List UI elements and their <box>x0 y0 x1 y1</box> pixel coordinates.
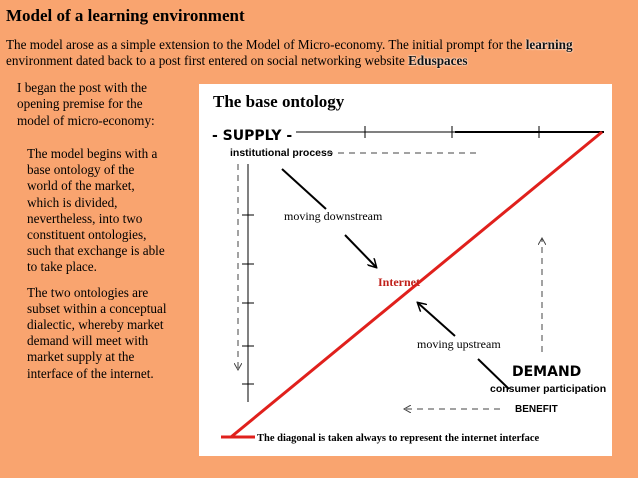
supply-label: - SUPPLY - <box>212 128 293 144</box>
moving-upstream-label: moving upstream <box>417 337 501 351</box>
internet-label: Internet <box>378 275 420 289</box>
eduspaces-link[interactable]: Eduspaces <box>408 53 468 68</box>
page-title: Model of a learning environment <box>6 6 245 25</box>
downstream-line <box>282 169 326 209</box>
intro-paragraph <box>6 37 632 69</box>
diagram-heading: The base ontology <box>213 92 345 111</box>
learning-link[interactable]: learning <box>525 37 573 52</box>
benefit-label: BENEFIT <box>515 404 558 415</box>
upstream-arrow <box>418 303 455 336</box>
demand-sub-label: consumer participation <box>490 383 607 395</box>
quote-paragraph-1: The model begins with a base ontology of the world of the market, which is divided, nevertheless, into two constituent ontologies, such that exchange is able to take place. <box>27 146 165 275</box>
quote-paragraph-2: The two ontologies are subset within a conceptual dialectic, whereby market demand will meet with market supply at the interface of the internet. <box>27 284 167 381</box>
downstream-arrow <box>345 235 376 267</box>
diagram-footnote: The diagonal is taken always to represent the internet interface <box>257 433 540 444</box>
demand-label: DEMAND <box>512 364 582 380</box>
intro-text-middle: environment dated back to a post first entered on social networking website <box>6 53 409 68</box>
supply-axis <box>296 126 604 138</box>
supply-sub-label: institutional process <box>230 147 333 159</box>
intro-text-start: The model arose as a simple extension to the Model of Micro-economy. The initial prompt for the <box>6 37 526 52</box>
moving-downstream-label: moving downstream <box>284 209 383 223</box>
quote-block <box>27 146 167 391</box>
diagram-panel <box>199 84 612 456</box>
base-ontology-diagram <box>199 84 612 456</box>
lead-paragraph: I began the post with the opening premise for the model of micro-economy: <box>17 80 155 128</box>
left-vertical-axis <box>242 164 254 402</box>
